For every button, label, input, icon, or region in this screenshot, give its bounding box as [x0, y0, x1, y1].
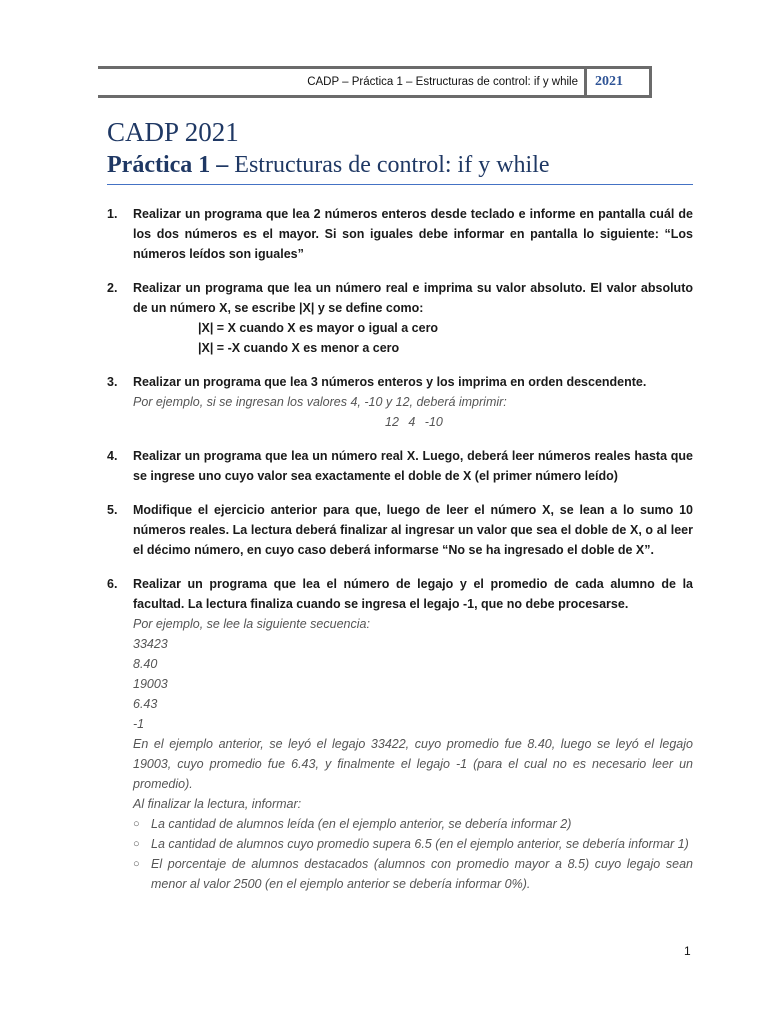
page-header	[98, 66, 652, 98]
example-text: Por ejemplo, si se ingresan los valores 4, -10 y 12, deberá imprimir:	[133, 395, 507, 409]
report-bullet	[133, 834, 693, 854]
sequence-value: 33423	[133, 637, 168, 651]
example-intro: Por ejemplo, se lee la siguiente secuencia:	[133, 617, 370, 631]
bullet-text: La cantidad de alumnos leída (en el ejemplo anterior, se debería informar 2)	[151, 817, 572, 831]
header-year: 2021	[584, 69, 652, 95]
title-divider	[107, 184, 693, 185]
report-intro: Al finalizar la lectura, informar:	[133, 797, 302, 811]
exercise-item	[107, 446, 693, 486]
exercise-statement: Modifique el ejercicio anterior para que, luego de leer el número X, se lean a lo sumo 10 números reales. La lectura deberá finalizar al ingresar un valor que sea el doble de X, o al leer el décimo número, en cuyo caso deberá informarse “No se ha ingresado el doble de X”.	[133, 503, 693, 557]
document-title: CADP 2021	[107, 117, 239, 147]
definition-line: |X| = X cuando X es mayor o igual a cero	[198, 321, 439, 335]
exercise-number: 4.	[107, 449, 118, 463]
sequence-value: 19003	[133, 677, 168, 691]
exercise-item	[107, 372, 693, 432]
header-course-title: CADP – Práctica 1 – Estructuras de control: if y while	[307, 76, 578, 88]
document-subtitle	[107, 150, 550, 180]
exercise-number: 6.	[107, 577, 118, 591]
exercise-statement: Realizar un programa que lea 2 números enteros desde teclado e informe en pantalla cuál de los dos números es el mayor. Si son iguales debe informar en pantalla lo siguiente: “Los números leídos son iguales”	[133, 207, 693, 261]
bullet-text: La cantidad de alumnos cuyo promedio supera 6.5 (en el ejemplo anterior, se debería informar 1)	[151, 837, 689, 851]
report-bullets	[133, 814, 693, 894]
exercise-number: 1.	[107, 207, 118, 221]
circle-bullet-icon: ○	[133, 818, 140, 830]
exercise-number: 2.	[107, 281, 118, 295]
exercise-item	[107, 278, 693, 358]
sequence-value: -1	[133, 717, 145, 731]
exercise-statement: Realizar un programa que lea un número real X. Luego, deberá leer números reales hasta que se ingrese uno cuyo valor sea exactamente el doble de X (el primer número leído)	[133, 449, 693, 483]
circle-bullet-icon: ○	[133, 858, 140, 870]
sequence-value: 6.43	[133, 697, 158, 711]
page-number: 1	[684, 944, 691, 958]
exercise-number: 5.	[107, 503, 118, 517]
exercise-statement: Realizar un programa que lea un número real e imprima su valor absoluto. El valor absoluto de un número X, se escribe |X| y se define como:	[133, 281, 693, 315]
subtitle-rest: Estructuras de control: if y while	[228, 152, 550, 178]
sequence-value: 8.40	[133, 657, 158, 671]
report-bullet	[133, 854, 693, 894]
exercise-statement: Realizar un programa que lea el número de legajo y el promedio de cada alumno de la facultad. La lectura finaliza cuando se ingresa el legajo -1, que no debe procesarse.	[133, 577, 693, 611]
example-output: 12 4 -10	[385, 415, 443, 429]
example-explanation: En el ejemplo anterior, se leyó el legajo 33422, cuyo promedio fue 8.40, luego se leyó el legajo 19003, cuyo promedio fue 6.43, y finalmente el legajo -1 (para el cual no es necesario leer un promedio).	[133, 737, 693, 791]
exercise-item	[107, 204, 693, 264]
exercise-number: 3.	[107, 375, 118, 389]
exercise-item	[107, 574, 693, 894]
subtitle-bold: Práctica 1 –	[107, 152, 229, 178]
report-bullet	[133, 814, 693, 834]
definition-line: |X| = -X cuando X es menor a cero	[198, 341, 400, 355]
circle-bullet-icon: ○	[133, 838, 140, 850]
exercise-list	[107, 204, 693, 908]
bullet-text: El porcentaje de alumnos destacados (alumnos con promedio mayor a 8.5) cuyo legajo sean menor al valor 2500 (en el ejemplo anterior se debería informar 0%).	[151, 857, 693, 891]
exercise-statement: Realizar un programa que lea 3 números enteros y los imprima en orden descendente.	[133, 375, 647, 389]
exercise-item	[107, 500, 693, 560]
